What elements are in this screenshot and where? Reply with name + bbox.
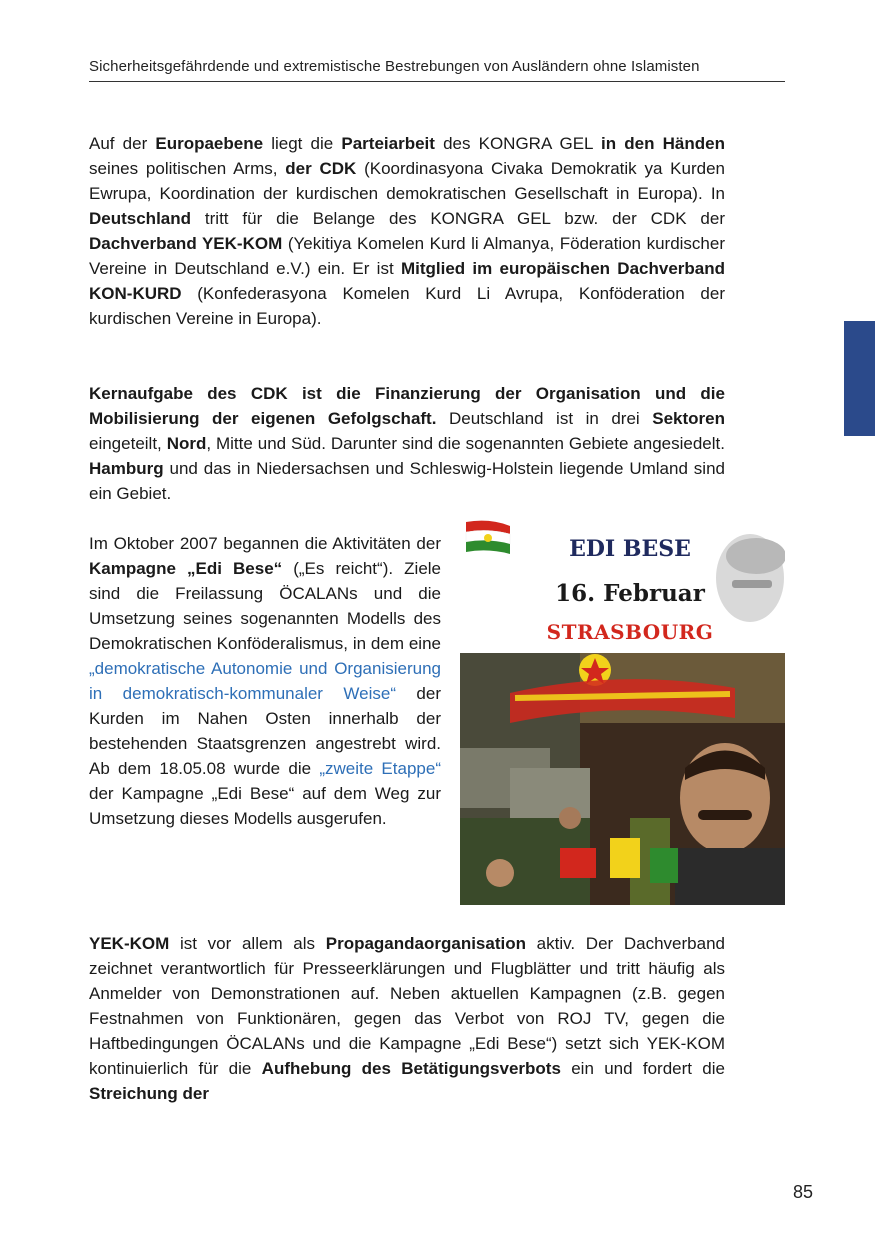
- text-run: („Es reicht“). Ziele sind die Freilassung ÖCALANs und die Umsetzung seines sogenannten Modells des Demokratischen Konföderalismus, in dem eine: [89, 559, 441, 653]
- bold-run: Hamburg: [89, 459, 164, 478]
- paragraph-kernaufgabe: [89, 381, 725, 506]
- text-run: des KONGRA GEL: [434, 134, 602, 153]
- bold-run: Kernaufgabe des CDK ist die Finanzierung der Organisation und die Mobilisierung der eigenen Gefolgschaft.: [89, 384, 725, 428]
- bold-run: YEK-KOM: [89, 934, 170, 953]
- text-run: Deutschland ist in drei: [436, 409, 653, 428]
- text-run: tritt für die Belange des KONGRA GEL bzw. der CDK der: [191, 209, 725, 228]
- text-run: Im Oktober 2007 begannen die Aktivitäten der: [89, 534, 441, 553]
- bold-run: Nord: [166, 434, 207, 453]
- text-run: (Yekitiya Komelen Kurd li Almanya, Föderation kurdischer Vereine in Deutschland e.V.) ein. Er ist: [89, 234, 725, 278]
- bold-run: Mitglied im europäischen Dachverband KON-KURD: [89, 259, 725, 303]
- bold-run: Parteiarbeit: [341, 134, 435, 153]
- text-run: eingeteilt,: [89, 434, 167, 453]
- paragraph-yek-kom: [89, 931, 725, 1106]
- text-run: Auf der: [89, 134, 156, 153]
- bold-run: Aufhebung des Betätigungsverbots: [261, 1059, 561, 1078]
- highlighted-quote: „demokratische Autonomie und Organisierung in demokratisch-kommunaler Weise“: [89, 659, 441, 703]
- text-run: , Mitte und Süd. Darunter sind die sogenannten Gebiete angesiedelt.: [206, 434, 725, 453]
- text-run: ist vor allem als: [169, 934, 326, 953]
- page-number: 85: [793, 1182, 814, 1202]
- paragraph-kampagne-edi-bese: [89, 531, 441, 831]
- edi-bese-poster-image: [460, 518, 785, 905]
- text-run: (Konfederasyona Komelen Kurd Li Avrupa, Konföderation der kurdischen Vereine in Europa).: [89, 284, 725, 328]
- poster-date: 16. Februar: [555, 580, 705, 607]
- text-run: der Kampagne „Edi Bese“ auf dem Weg zur Umsetzung dieses Modells ausgerufen.: [89, 784, 441, 828]
- running-header: [89, 58, 785, 82]
- text-run: ein und fordert die: [560, 1059, 725, 1078]
- bold-run: Deutschland: [89, 209, 192, 228]
- paragraph-europaebene: [89, 131, 725, 331]
- text-run: seines politischen Arms,: [89, 159, 286, 178]
- bold-run: Dachverband YEK-KOM: [89, 234, 283, 253]
- text-run: und das in Niedersachsen und Schleswig-Holstein liegende Umland sind ein Gebiet.: [89, 459, 725, 503]
- bold-run: Sektoren: [652, 409, 725, 428]
- text-run: der Kurden im Nahen Osten innerhalb der bestehenden Staatsgrenzen angestrebt wird. Ab dem 18.05.08 wurde die: [89, 684, 441, 778]
- bold-run: Europaebene: [155, 134, 264, 153]
- poster-artwork: [460, 518, 785, 905]
- text-run: liegt die: [263, 134, 342, 153]
- text-run: (Koordinasyona Civaka Demokratik ya Kurden Ewrupa, Koordination der kurdischen demokratischen Gesellschaft in Europa). In: [89, 159, 725, 203]
- highlighted-quote: „zweite Etappe“: [319, 759, 441, 778]
- text-run: aktiv. Der Dachverband zeichnet verantwortlich für Presseerklärungen und Flugblätter und tritt häufig als Anmelder von Demonstrationen auf. Neben aktuellen Kampagnen (z.B. gegen Festnahmen von Funktionären, gegen das Verbot von ROJ TV, gegen die Haftbedingungen ÖCALANs und die Kampagne „Edi Bese“) setzt sich YEK-KOM kontinuierlich für die: [89, 934, 725, 1078]
- bold-run: der CDK: [285, 159, 357, 178]
- bold-run: in den Händen: [601, 134, 725, 153]
- poster-title: EDI BESE: [569, 536, 691, 562]
- bold-run: Propagandaorganisation: [325, 934, 526, 953]
- poster-city: STRASBOURG: [546, 620, 714, 644]
- bold-run: Streichung der: [89, 1084, 209, 1103]
- running-title: Sicherheitsgefährdende und extremistische Bestrebungen von Ausländern ohne Islamisten: [89, 58, 700, 75]
- bold-run: Kampagne „Edi Bese“: [89, 559, 283, 578]
- chapter-tab-marker: [844, 321, 875, 436]
